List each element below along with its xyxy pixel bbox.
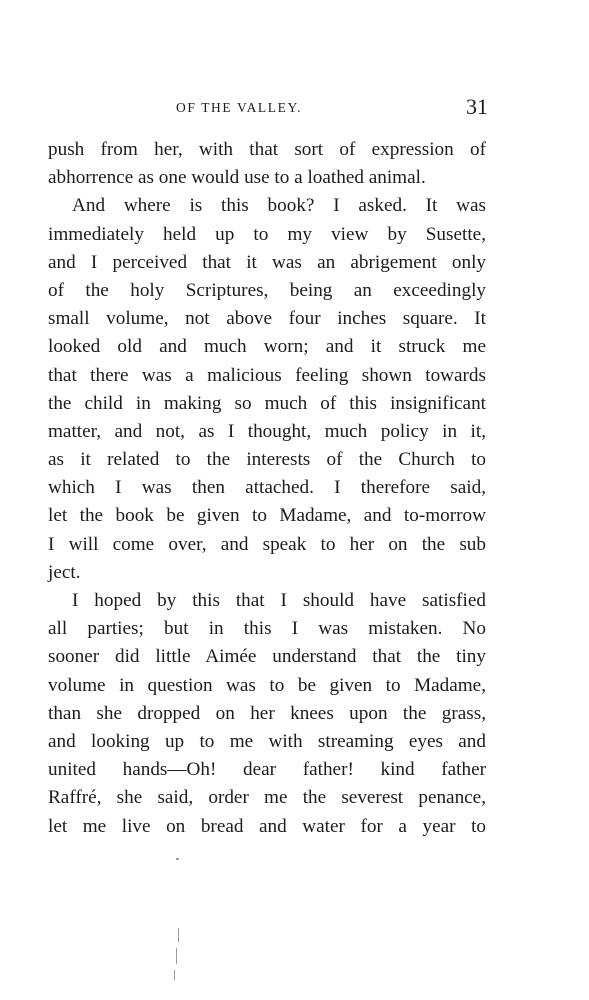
text-line: that there was a malicious feeling shown towards [48, 364, 486, 386]
running-title: OF THE VALLEY. [176, 100, 303, 115]
text-line: and I perceived that it was an abrigement only [48, 251, 486, 273]
text-line: abhorrence as one would use to a loathed animal. [48, 167, 426, 189]
text-line: which I was then attached. I therefore said, [48, 477, 486, 499]
text-line: let me live on bread and water for a year to [48, 815, 486, 837]
text-line: of the holy Scriptures, being an exceedingly [48, 279, 486, 301]
text-line: immediately held up to my view by Susette, [48, 223, 486, 245]
text-line: I will come over, and speak to her on the sub [48, 533, 486, 555]
text-line: matter, and not, as I thought, much policy in it, [48, 420, 486, 442]
paper-speck [176, 948, 177, 964]
text-line: ject. [48, 561, 81, 583]
paper-speck [176, 858, 179, 860]
text-line: small volume, not above four inches square. It [48, 308, 486, 330]
text-line: volume in question was to be given to Madame, [48, 674, 486, 696]
text-line: let the book be given to Madame, and to-morrow [48, 505, 486, 527]
text-line: looked old and much worn; and it struck me [48, 336, 486, 358]
text-line: I hoped by this that I should have satisfied [72, 590, 486, 611]
paper-speck [174, 970, 175, 980]
text-line: all parties; but in this I was mistaken. No [48, 618, 486, 640]
text-line: push from her, with that sort of expression of [48, 139, 486, 160]
text-line: And where is this book? I asked. It was [72, 195, 486, 217]
paper-speck [178, 928, 179, 942]
text-line: Raffré, she said, order me the severest penance, [48, 787, 486, 809]
text-line: the child in making so much of this insignificant [48, 392, 486, 414]
page-number: 31 [466, 94, 488, 119]
running-head [48, 94, 488, 122]
text-line: than she dropped on her knees upon the grass, [48, 702, 486, 724]
text-line: and looking up to me with streaming eyes and [48, 730, 486, 752]
body-text [48, 136, 486, 841]
text-line: as it related to the interests of the Church to [48, 449, 486, 471]
text-line: sooner did little Aimée understand that the tiny [48, 646, 486, 668]
text-line: united hands—Oh! dear father! kind father [48, 759, 486, 781]
